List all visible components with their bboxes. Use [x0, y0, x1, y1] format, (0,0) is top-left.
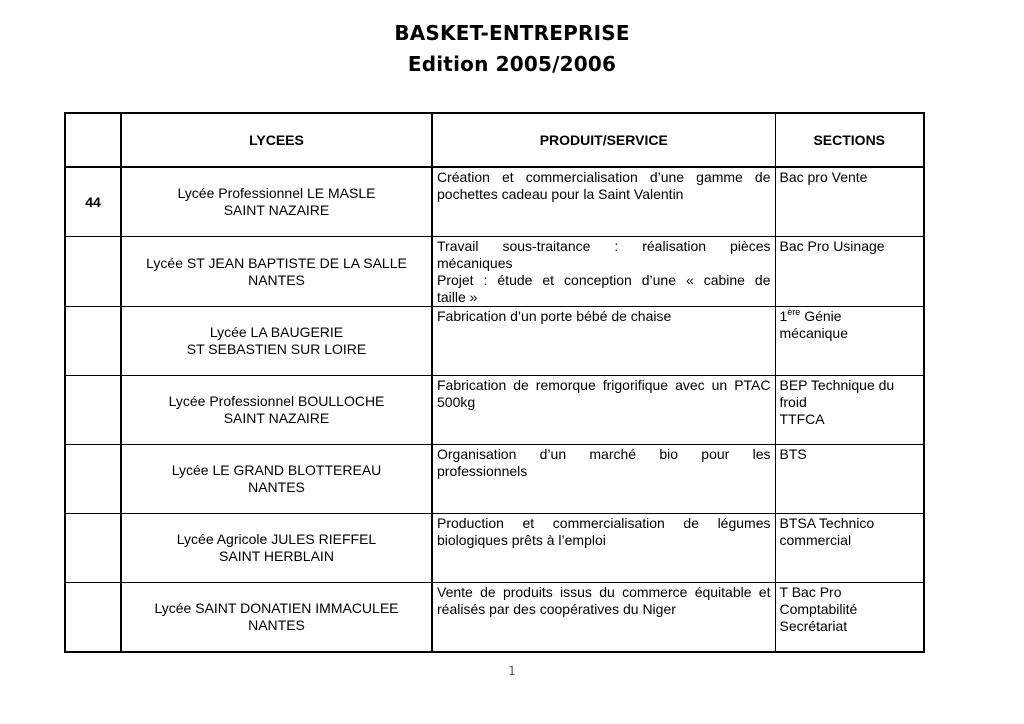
- table-row: [65, 167, 924, 237]
- sections-line: froid: [779, 394, 807, 410]
- sections-cell: [775, 237, 924, 307]
- produit-service-cell: [432, 307, 775, 376]
- lycee-line: Lycée LE GRAND BLOTTEREAU: [171, 462, 382, 478]
- produit-service-line: Travail sous-traitance : réalisation pièces: [437, 238, 771, 254]
- sections-cell: [775, 167, 924, 237]
- column-header-lycees: LYCEES: [121, 113, 432, 167]
- row-number-cell: [65, 376, 121, 445]
- sections-cell: [775, 514, 924, 583]
- lycee-cell: [121, 583, 432, 653]
- produit-service-line: Production et commercialisation de légumes: [437, 515, 771, 531]
- lycee-line: NANTES: [248, 479, 305, 495]
- table-row: [65, 307, 924, 376]
- lycee-line: SAINT NAZAIRE: [223, 202, 330, 218]
- produit-service-line: Création et commercialisation d’une gamme de: [437, 169, 771, 185]
- produit-service-line: biologiques prêts à l’emploi: [437, 532, 606, 548]
- sections-line: BEP Technique du: [779, 377, 895, 393]
- lycee-cell: [121, 376, 432, 445]
- sections-line: Bac pro Vente: [779, 169, 868, 185]
- sections-cell: [775, 307, 924, 376]
- sections-line: commercial: [779, 532, 852, 548]
- sections-line: mécanique: [779, 325, 848, 341]
- produit-service-cell: [432, 376, 775, 445]
- produit-service-line: taille »: [437, 289, 478, 305]
- table-row: [65, 237, 924, 307]
- table-row: [65, 583, 924, 653]
- lycee-line: NANTES: [248, 271, 305, 288]
- lycees-table: [64, 112, 925, 653]
- lycee-cell: [121, 237, 432, 307]
- table-row: [65, 376, 924, 445]
- produit-service-cell: [432, 167, 775, 237]
- row-number-cell: [65, 583, 121, 653]
- produit-service-line: pochettes cadeau pour la Saint Valentin: [437, 186, 684, 202]
- lycee-cell: [121, 514, 432, 583]
- produit-service-line: Fabrication d’un porte bébé de chaise: [437, 308, 672, 324]
- lycee-line: Lycée Professionnel BOULLOCHE: [168, 393, 385, 409]
- table-row: [65, 445, 924, 514]
- produit-service-line: 500kg: [437, 394, 476, 410]
- produit-service-cell: [432, 445, 775, 514]
- lycee-line: NANTES: [248, 617, 305, 633]
- row-number-cell: [65, 237, 121, 307]
- sections-line: TTFCA: [779, 411, 825, 427]
- column-header-sections: SECTIONS: [775, 113, 924, 167]
- produit-service-line: Organisation d’un marché bio pour les: [437, 446, 771, 462]
- lycee-line: ST SEBASTIEN SUR LOIRE: [186, 341, 367, 357]
- document-subtitle: Edition 2005/2006: [407, 52, 617, 76]
- produit-service-line: réalisés par des coopératives du Niger: [437, 601, 676, 617]
- lycee-cell: [121, 167, 432, 237]
- produit-service-line: mécaniques: [437, 255, 513, 271]
- produit-service-line: Fabrication de remorque frigorifique avec un PTAC: [437, 377, 771, 393]
- row-number-cell: [65, 307, 121, 376]
- lycee-line: Lycée LA BAUGERIE: [209, 324, 344, 340]
- sections-cell: [775, 445, 924, 514]
- sections-ordinal: 1: [779, 308, 788, 324]
- produit-service-line: Projet : étude et conception d’une « cabine de: [437, 272, 771, 288]
- sections-line: [780, 308, 920, 325]
- sections-line: BTSA Technico: [779, 515, 875, 531]
- sections-ordinal-suffix: ère: [787, 307, 801, 317]
- table-header-row: [65, 113, 924, 167]
- sections-cell: [775, 583, 924, 653]
- sections-line: Comptabilité: [779, 601, 858, 617]
- lycee-cell: [121, 445, 432, 514]
- sections-line: BTS: [779, 446, 807, 462]
- produit-service-line: professionnels: [437, 463, 528, 479]
- sections-cell: [775, 376, 924, 445]
- sections-line: Bac Pro Usinage: [779, 238, 885, 254]
- row-number-cell: [65, 514, 121, 583]
- lycee-line: Lycée Professionnel LE MASLE: [177, 185, 376, 201]
- page-number: 1: [508, 664, 516, 678]
- produit-service-cell: [432, 583, 775, 653]
- table-row: [65, 514, 924, 583]
- lycee-line: SAINT HERBLAIN: [219, 548, 334, 564]
- lycee-line: Lycée Agricole JULES RIEFFEL: [176, 531, 377, 547]
- lycee-line: Lycée ST JEAN BAPTISTE DE LA SALLE: [146, 254, 407, 271]
- row-number-cell: 44: [65, 167, 121, 237]
- lycee-cell: [121, 307, 432, 376]
- column-header-number: [65, 113, 121, 167]
- document-title: BASKET-ENTREPRISE: [394, 21, 630, 45]
- produit-service-cell: [432, 514, 775, 583]
- sections-line: T Bac Pro: [779, 584, 842, 600]
- lycee-line: Lycée SAINT DONATIEN IMMACULEE: [154, 600, 399, 616]
- produit-service-cell: [432, 237, 775, 307]
- sections-rest: Génie: [800, 308, 842, 324]
- produit-service-line: Vente de produits issus du commerce équitable et: [437, 584, 771, 600]
- lycee-line: SAINT NAZAIRE: [223, 410, 330, 426]
- row-number-cell: [65, 445, 121, 514]
- column-header-produit-service: PRODUIT/SERVICE: [432, 113, 775, 167]
- sections-line: Secrétariat: [779, 618, 848, 634]
